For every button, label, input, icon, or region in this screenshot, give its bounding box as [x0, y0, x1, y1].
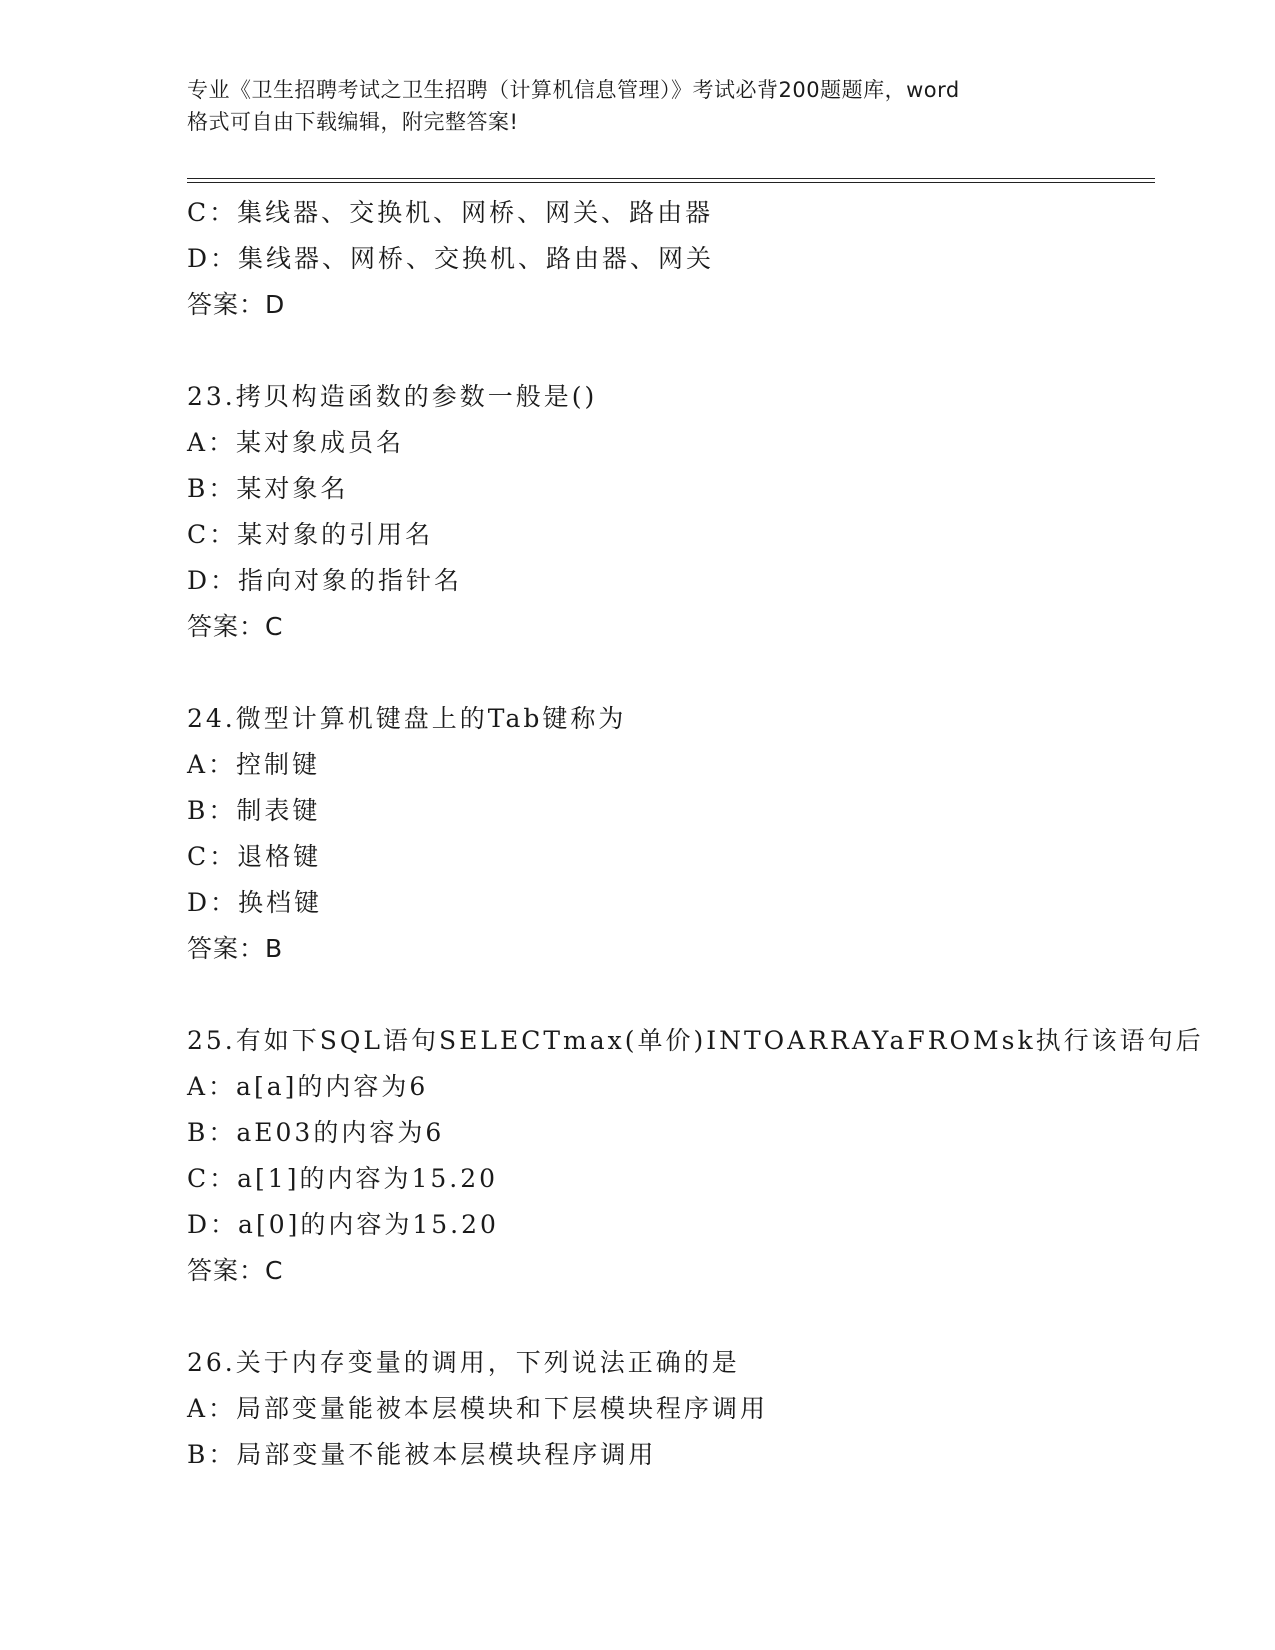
question-stem: 26.关于内存变量的调用，下列说法正确的是: [187, 1348, 740, 1377]
option-d: D：换档键: [187, 888, 323, 917]
question-25: [187, 1018, 1204, 1294]
question-22-tail: [187, 190, 1155, 328]
answer: 答案：C: [187, 612, 284, 641]
header-line-2: 格式可自由下载编辑，附完整答案!: [187, 110, 519, 134]
option-a: A：局部变量能被本层模块和下层模块程序调用: [187, 1394, 769, 1423]
header-line-1: 专业《卫生招聘考试之卫生招聘（计算机信息管理）》考试必背200题题库，word: [187, 78, 960, 102]
answer: 答案：B: [187, 934, 284, 963]
document-page: [187, 0, 1204, 1650]
question-stem: 23.拷贝构造函数的参数一般是(): [187, 382, 598, 411]
option-a: A：控制键: [187, 750, 321, 779]
option-c: C：集线器、交换机、网桥、网关、路由器: [187, 198, 714, 227]
option-a: A：某对象成员名: [187, 428, 405, 457]
question-26: [187, 1340, 1155, 1478]
option-b: B：某对象名: [187, 474, 349, 503]
answer: 答案：C: [187, 1256, 284, 1285]
question-24: [187, 696, 1155, 972]
option-d: D：a[0]的内容为15.20: [187, 1210, 499, 1239]
option-b: B：制表键: [187, 796, 321, 825]
header-divider: [187, 178, 1155, 183]
question-list: [187, 190, 1204, 1478]
option-d: D：集线器、网桥、交换机、路由器、网关: [187, 244, 715, 273]
question-stem: 25.有如下SQL语句SELECTmax(单价)INTOARRAYaFROMsk执行该语句后: [187, 1026, 1204, 1055]
option-b: B：aE03的内容为6: [187, 1118, 445, 1147]
option-c: C：退格键: [187, 842, 322, 871]
question-stem: 24.微型计算机键盘上的Tab键称为: [187, 704, 627, 733]
document-header: [187, 74, 1097, 138]
option-d: D：指向对象的指针名: [187, 566, 463, 595]
option-a: A：a[a]的内容为6: [187, 1072, 429, 1101]
question-23: [187, 374, 1155, 650]
option-c: C：a[1]的内容为15.20: [187, 1164, 499, 1193]
option-b: B：局部变量不能被本层模块程序调用: [187, 1440, 657, 1469]
answer: 答案：D: [187, 290, 286, 319]
option-c: C：某对象的引用名: [187, 520, 434, 549]
